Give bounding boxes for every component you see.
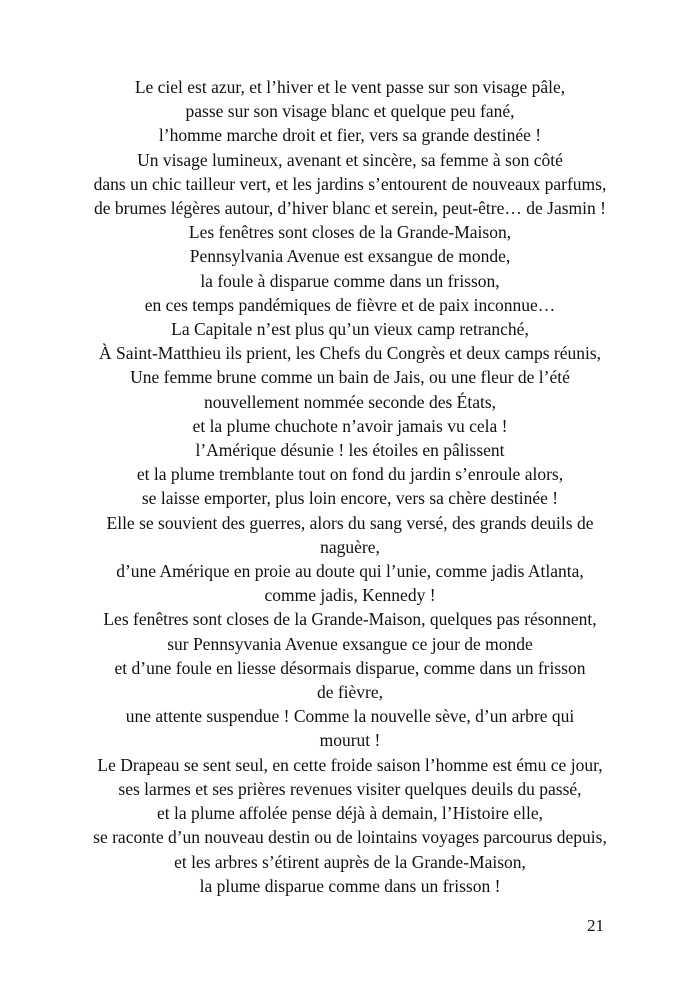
poem-line: ses larmes et ses prières revenues visiter quelques deuils du passé, — [118, 778, 582, 799]
poem-line: À Saint-Matthieu ils prient, les Chefs du Congrès et deux camps réunis, — [98, 343, 602, 364]
poem-text — [80, 75, 620, 898]
poem-line: se laisse emporter, plus loin encore, vers sa chère destinée ! — [141, 488, 559, 509]
poem-line: La Capitale n’est plus qu’un vieux camp retranché, — [171, 319, 529, 340]
poem-line: et la plume chuchote n’avoir jamais vu cela ! — [192, 415, 508, 436]
poem-line: comme jadis, Kennedy ! — [264, 585, 436, 606]
poem-line: de fièvre, — [316, 682, 384, 703]
poem-line: et les arbres s’étirent auprès de la Grande-Maison, — [174, 851, 526, 872]
poem-line: se raconte d’un nouveau destin ou de lointains voyages parcourus depuis, — [93, 827, 607, 848]
poem-line: en ces temps pandémiques de fièvre et de paix inconnue… — [144, 294, 556, 315]
poem-line: nouvellement nommée seconde des États, — [203, 391, 497, 412]
poem-line: mourut ! — [319, 730, 381, 751]
poem-line: Le ciel est azur, et l’hiver et le vent passe sur son visage pâle, — [134, 77, 566, 97]
poem-line: sur Pennsyvania Avenue exsangue ce jour de monde — [167, 633, 533, 654]
poem-line: une attente suspendue ! Comme la nouvelle sève, d’un arbre qui — [125, 706, 575, 727]
poem-line: et d’une foule en liesse désormais disparue, comme dans un frisson — [114, 657, 586, 678]
poem-line: l’homme marche droit et fier, vers sa grande destinée ! — [158, 125, 542, 146]
poem-line: naguère, — [320, 536, 380, 557]
poem-line: Une femme brune comme un bain de Jais, ou une fleur de l’été — [130, 367, 570, 388]
poem-line: Elle se souvient des guerres, alors du sang versé, des grands deuils de — [106, 512, 594, 533]
poem-line: et la plume tremblante tout on fond du jardin s’enroule alors, — [136, 464, 564, 485]
poem-line: Les fenêtres sont closes de la Grande-Maison, quelques pas résonnent, — [103, 609, 597, 630]
poem-line: d’une Amérique en proie au doute qui l’unie, comme jadis Atlanta, — [116, 561, 584, 582]
poem-line: et la plume affolée pense déjà à demain, l’Histoire elle, — [157, 803, 543, 824]
poem-line: Le Drapeau se sent seul, en cette froide saison l’homme est ému ce jour, — [97, 754, 603, 775]
poem-line: dans un chic tailleur vert, et les jardins s’entourent de nouveaux parfums, — [93, 173, 607, 194]
poem-line: la foule à disparue comme dans un frisson, — [200, 270, 500, 291]
poem-line: l’Amérique désunie ! les étoiles en pâlissent — [195, 440, 505, 461]
poem-line: Les fenêtres sont closes de la Grande-Maison, — [188, 222, 512, 243]
page-number: 21 — [587, 916, 604, 935]
poem-line: de brumes légères autour, d’hiver blanc et serein, peut-être… de Jasmin ! — [94, 198, 606, 219]
poem-line: Pennsylvania Avenue est exsangue de monde, — [189, 246, 511, 267]
poem-line: passe sur son visage blanc et quelque peu fané, — [185, 101, 515, 122]
poem-line: la plume disparue comme dans un frisson ! — [199, 875, 501, 896]
poem-line: Un visage lumineux, avenant et sincère, sa femme à son côté — [137, 149, 563, 170]
